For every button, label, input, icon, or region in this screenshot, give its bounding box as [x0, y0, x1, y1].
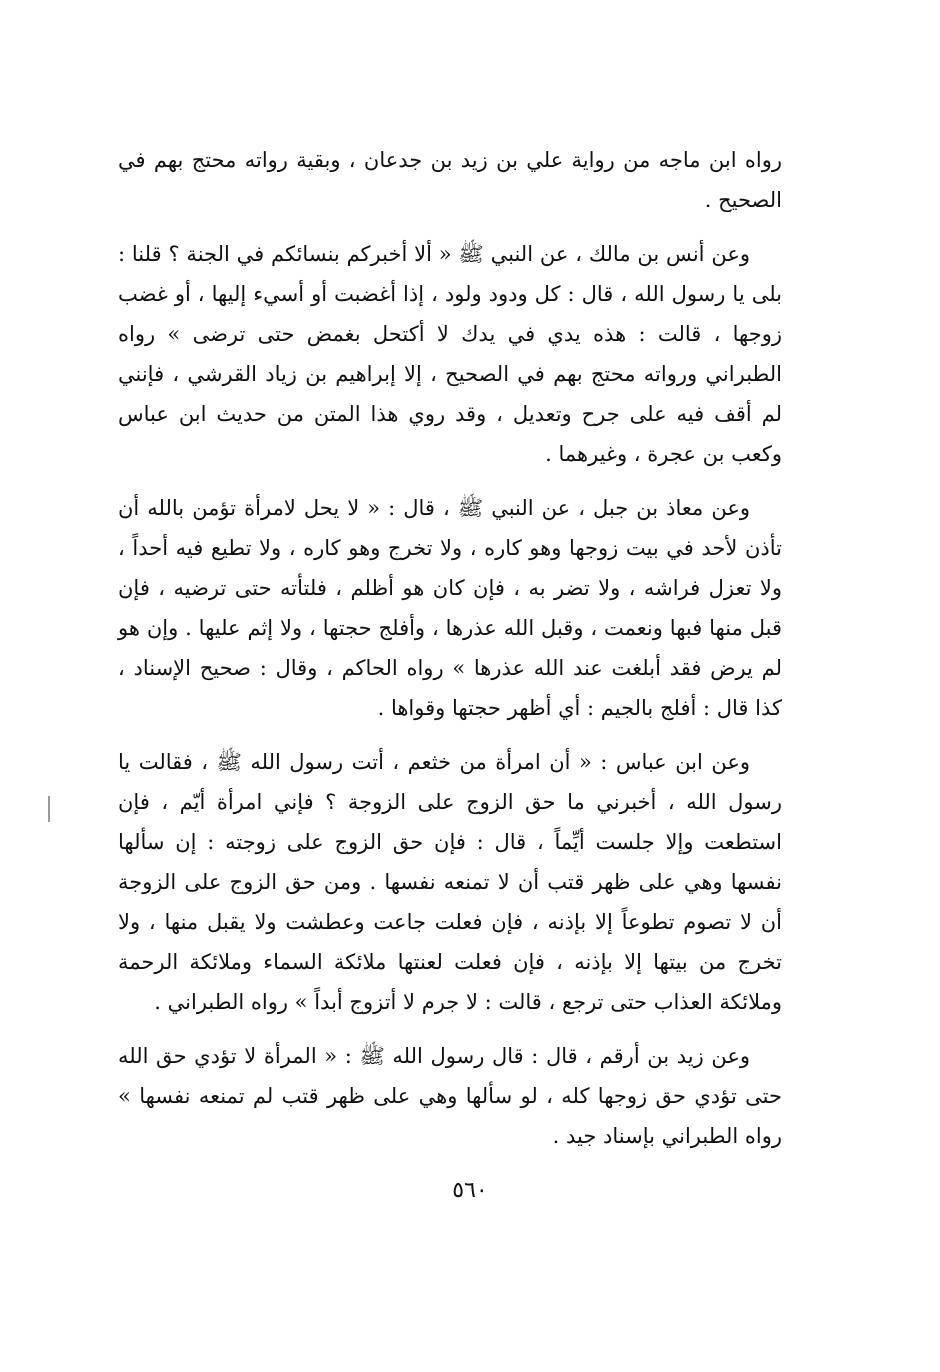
paragraph-5: وعن زيد بن أرقم ، قال : قال رسول الله ﷺ : « المرأة لا تؤدي حق الله حتى تؤدي حق زوجها كله ، لو سألها وهي على ظهر قتب لم تمنعه نفسها » رواه الطبراني بإسناد جيد . [118, 1044, 782, 1148]
paragraph-1: رواه ابن ماجه من رواية علي بن زيد بن جدعان ، وبقية رواته محتج بهم في الصحيح . [118, 148, 782, 212]
paragraph-4: وعن ابن عباس : « أن امرأة من خثعم ، أتت رسول الله ﷺ ، فقالت يا رسول الله ، أخبرني ما حق الزوج على الزوجة ؟ فإني امرأة أيّم ، فإن استطعت وإلا جلست أيِّماً ، قال : فإن حق الزوج على زوجته : إن سألها نفسها وهي على ظهر قتب أن لا تمنعه نفسها . ومن حق الزوج على الزوجة أن لا تصوم تطوعاً إلا بإذنه ، فإن فعلت جاعت وعطشت ولا يقبل منها ، ولا تخرج من بيتها إلا بإذنه ، فإن فعلت لعنتها ملائكة السماء وملائكة الرحمة وملائكة العذاب حتى ترجع ، قالت : لا جرم لا أتزوج أبداً » رواه الطبراني . [118, 750, 782, 1014]
paragraph-3: وعن معاذ بن جبل ، عن النبي ﷺ ، قال : « لا يحل لامرأة تؤمن بالله أن تأذن لأحد في بيت زوجها وهو كاره ، ولا تخرج وهو كاره ، ولا تطيع فيه أحداً ، ولا تعزل فراشه ، ولا تضر به ، فإن كان هو أظلم ، فلتأته حتى ترضيه ، فإن قبل منها فبها ونعمت ، وقبل الله عذرها ، وأفلج حجتها ، ولا إثم عليها . وإن هو لم يرض فقد أبلغت عند الله عذرها » رواه الحاكم ، وقال : صحيح الإسناد ، كذا قال : أفلج بالجيم : أي أظهر حجتها وقواها . [118, 496, 783, 720]
paragraph-2: وعن أنس بن مالك ، عن النبي ﷺ « ألا أخبركم بنسائكم في الجنة ؟ قلنا : بلى يا رسول الله ، قال : كل ودود ولود ، إذا أغضبت أو أسيء إليها ، أو غضب زوجها ، قالت : هذه يدي في يدك لا أكتحل بغمض حتى ترضى » رواه الطبراني ورواته محتج بهم في الصحيح ، إلا إبراهيم بن زياد القرشي ، فإنني لم أقف فيه على جرح وتعديل ، وقد روي هذا المتن من حديث ابن عباس وكعب بن عجرة ، وغيرهما . [118, 242, 782, 466]
page-number: ٥٦٠ [452, 1178, 488, 1203]
body-text [118, 140, 782, 1156]
margin-mark [48, 796, 50, 822]
